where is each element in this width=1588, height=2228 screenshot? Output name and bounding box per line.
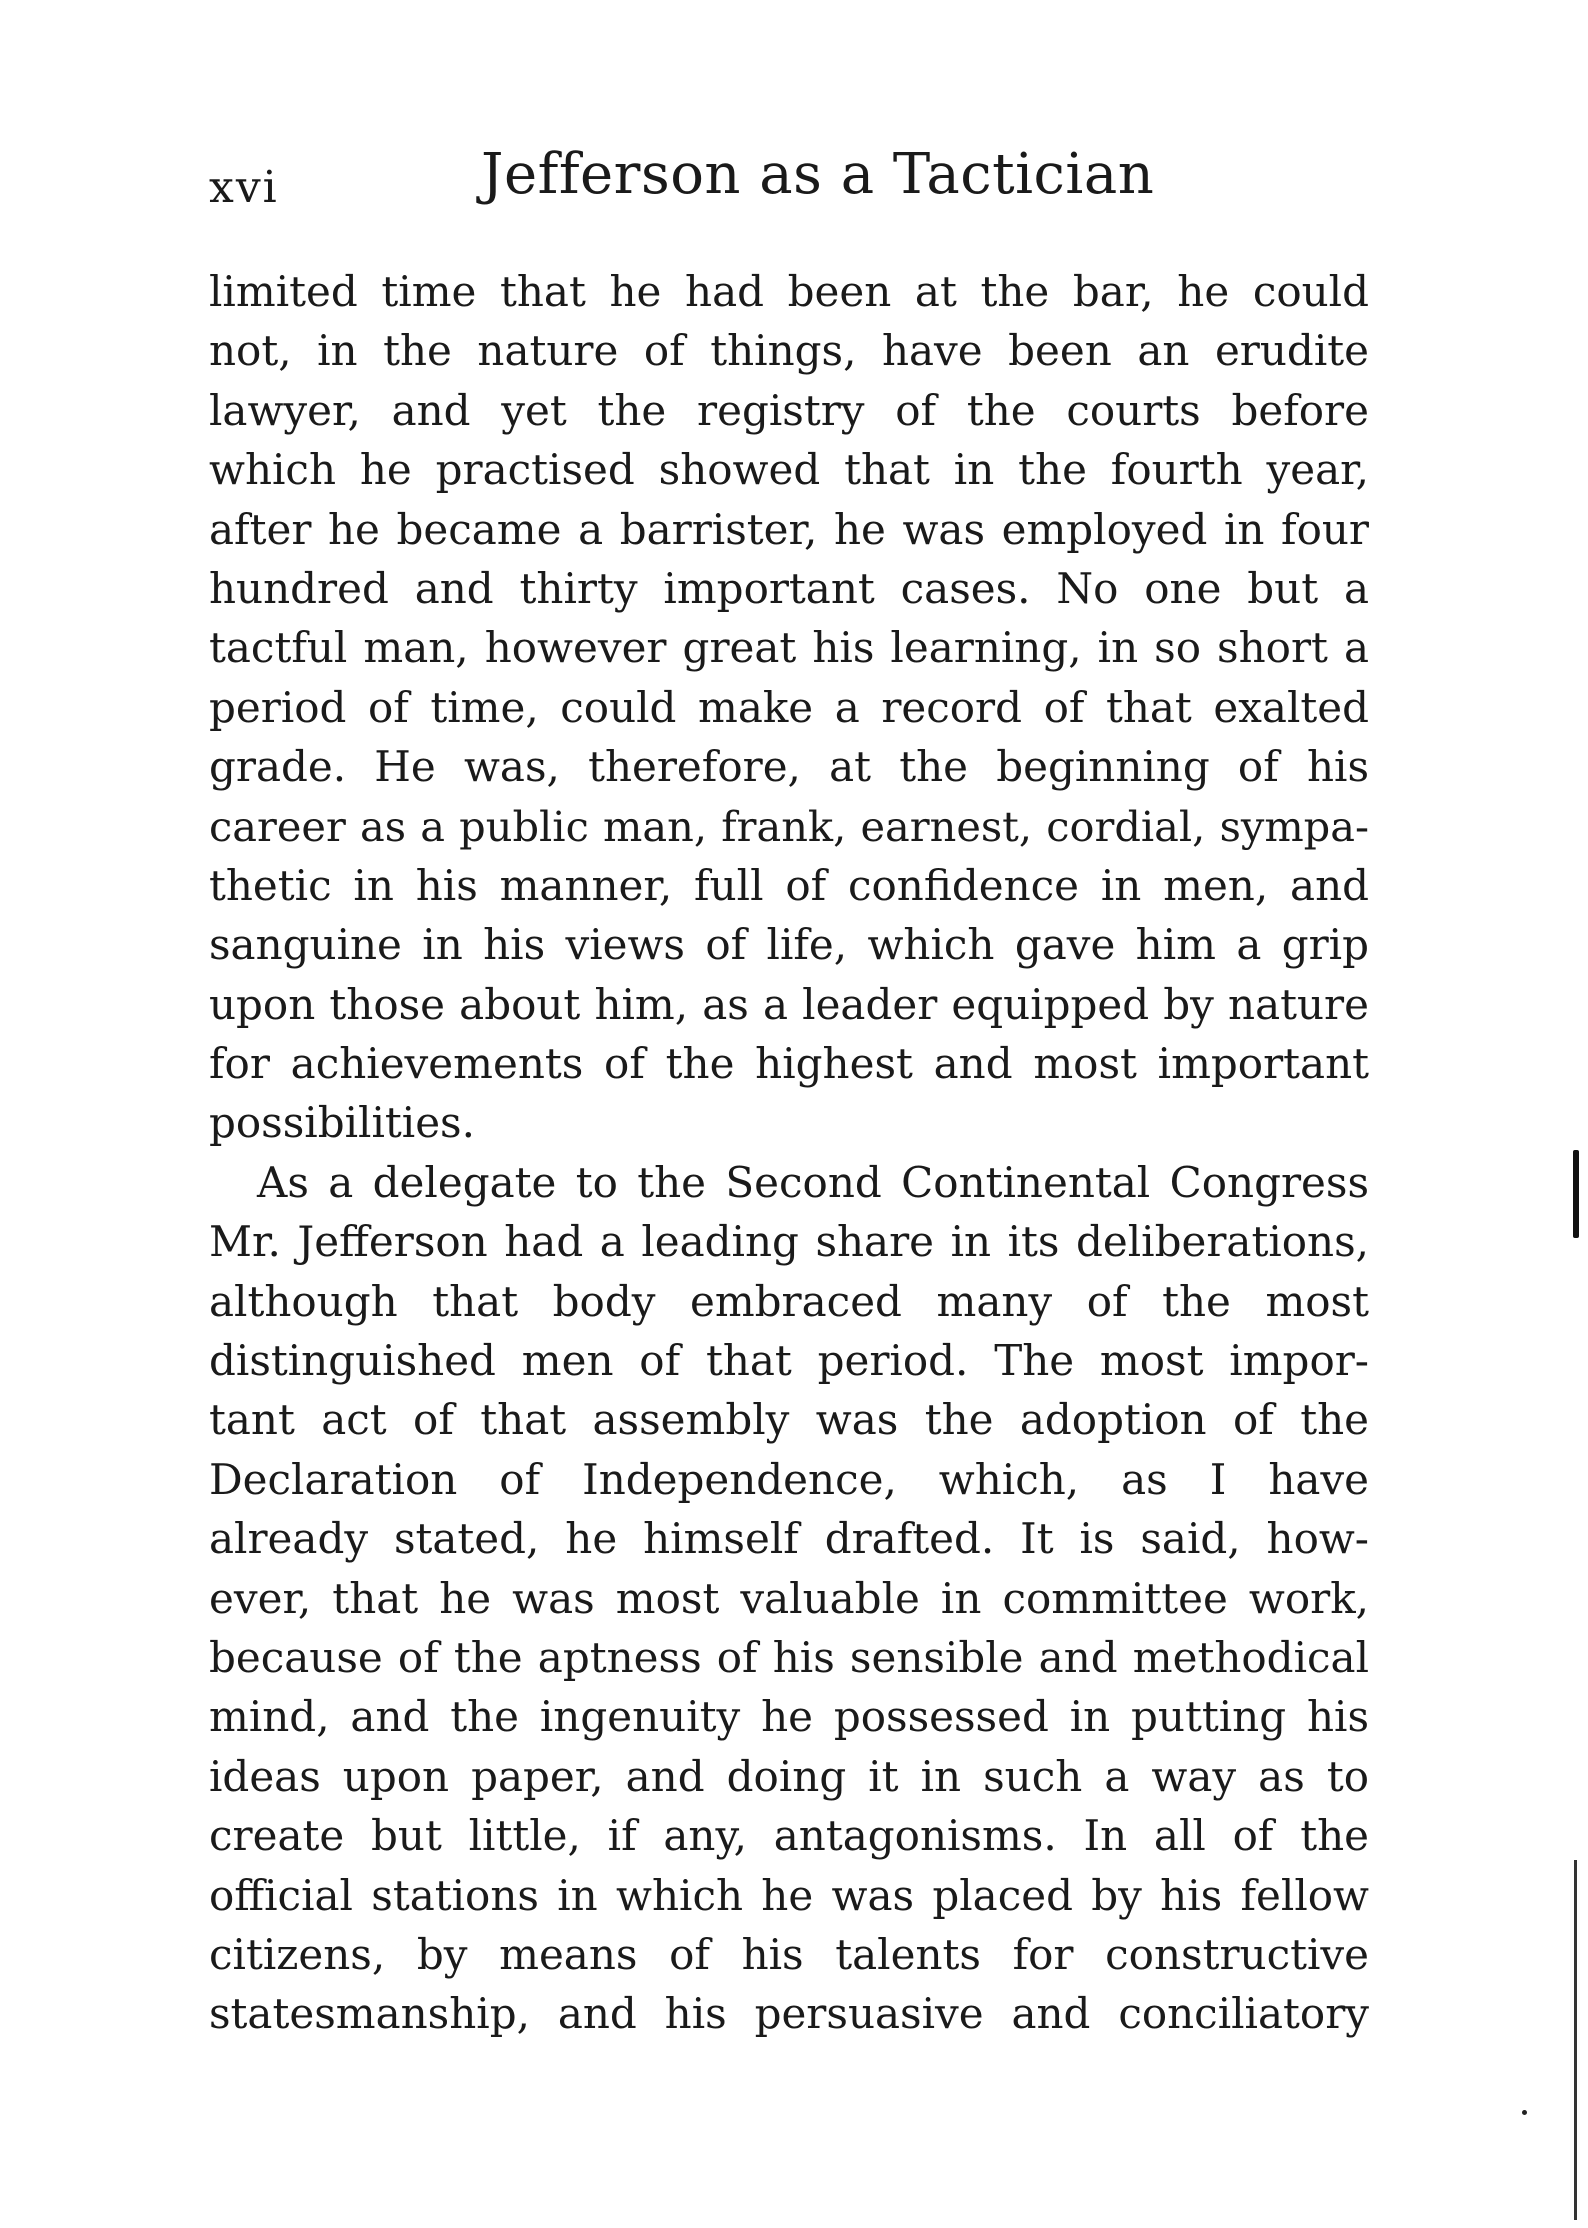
text-line: sanguine in his views of life, which gave him a grip bbox=[209, 920, 1369, 970]
running-title: Jefferson as a Tactician bbox=[481, 142, 1155, 207]
page-number: xvi bbox=[209, 162, 279, 213]
text-line: limited time that he had been at the bar, he could bbox=[209, 267, 1369, 316]
text-line: tant act of that assembly was the adoption of the bbox=[209, 1395, 1369, 1445]
text-line: not, in the nature of things, have been an erudite bbox=[209, 326, 1369, 376]
text-line: official stations in which he was placed by his fellow bbox=[209, 1870, 1369, 1920]
text-line: already stated, he himself drafted. It is said, how- bbox=[209, 1514, 1369, 1564]
text-line: citizens, by means of his talents for constructive bbox=[209, 1929, 1369, 1979]
text-line: possibilities. bbox=[209, 1098, 475, 1148]
text-line: after he became a barrister, he was employed in four bbox=[209, 504, 1369, 554]
text-line: distinguished men of that period. The most impor- bbox=[209, 1336, 1369, 1386]
text-line: period of time, could make a record of that exalted bbox=[209, 682, 1369, 732]
text-line: ever, that he was most valuable in committee work, bbox=[209, 1573, 1369, 1623]
text-line: career as a public man, frank, earnest, cordial, sympa- bbox=[209, 801, 1369, 851]
text-line: for achievements of the highest and most important bbox=[209, 1039, 1369, 1089]
paragraph-2 bbox=[209, 1153, 1369, 2044]
text-line: thetic in his manner, full of confidence in men, and bbox=[209, 860, 1369, 910]
text-line: ideas upon paper, and doing it in such a way as to bbox=[209, 1751, 1369, 1801]
text-line: statesmanship, and his persuasive and conciliatory bbox=[209, 1989, 1369, 2039]
scan-edge-line bbox=[1574, 1860, 1577, 2220]
text-line: Declaration of Independence, which, as I have bbox=[209, 1454, 1369, 1504]
text-line: tactful man, however great his learning, in so short a bbox=[209, 623, 1369, 673]
running-head bbox=[209, 142, 1369, 222]
scan-speck bbox=[1522, 2110, 1527, 2115]
body-text bbox=[209, 262, 1369, 2044]
text-line: Mr. Jefferson had a leading share in its deliberations, bbox=[209, 1217, 1369, 1267]
text-line: although that body embraced many of the most bbox=[209, 1276, 1369, 1326]
text-line: hundred and thirty important cases. No one but a bbox=[209, 563, 1369, 613]
text-line: because of the aptness of his sensible and methodical bbox=[209, 1632, 1369, 1682]
text-line: lawyer, and yet the registry of the courts before bbox=[209, 385, 1369, 435]
paragraph-1 bbox=[209, 262, 1369, 1153]
text-line: grade. He was, therefore, at the beginning of his bbox=[209, 742, 1369, 792]
text-line: create but little, if any, antagonisms. In all of the bbox=[209, 1811, 1369, 1861]
text-line: As a delegate to the Second Continental Congress bbox=[257, 1157, 1369, 1207]
text-line: which he practised showed that in the fourth year, bbox=[209, 445, 1369, 495]
text-line: mind, and the ingenuity he possessed in putting his bbox=[209, 1692, 1369, 1742]
scan-edge-mark bbox=[1573, 1150, 1579, 1238]
text-line: upon those about him, as a leader equipped by nature bbox=[209, 979, 1369, 1029]
